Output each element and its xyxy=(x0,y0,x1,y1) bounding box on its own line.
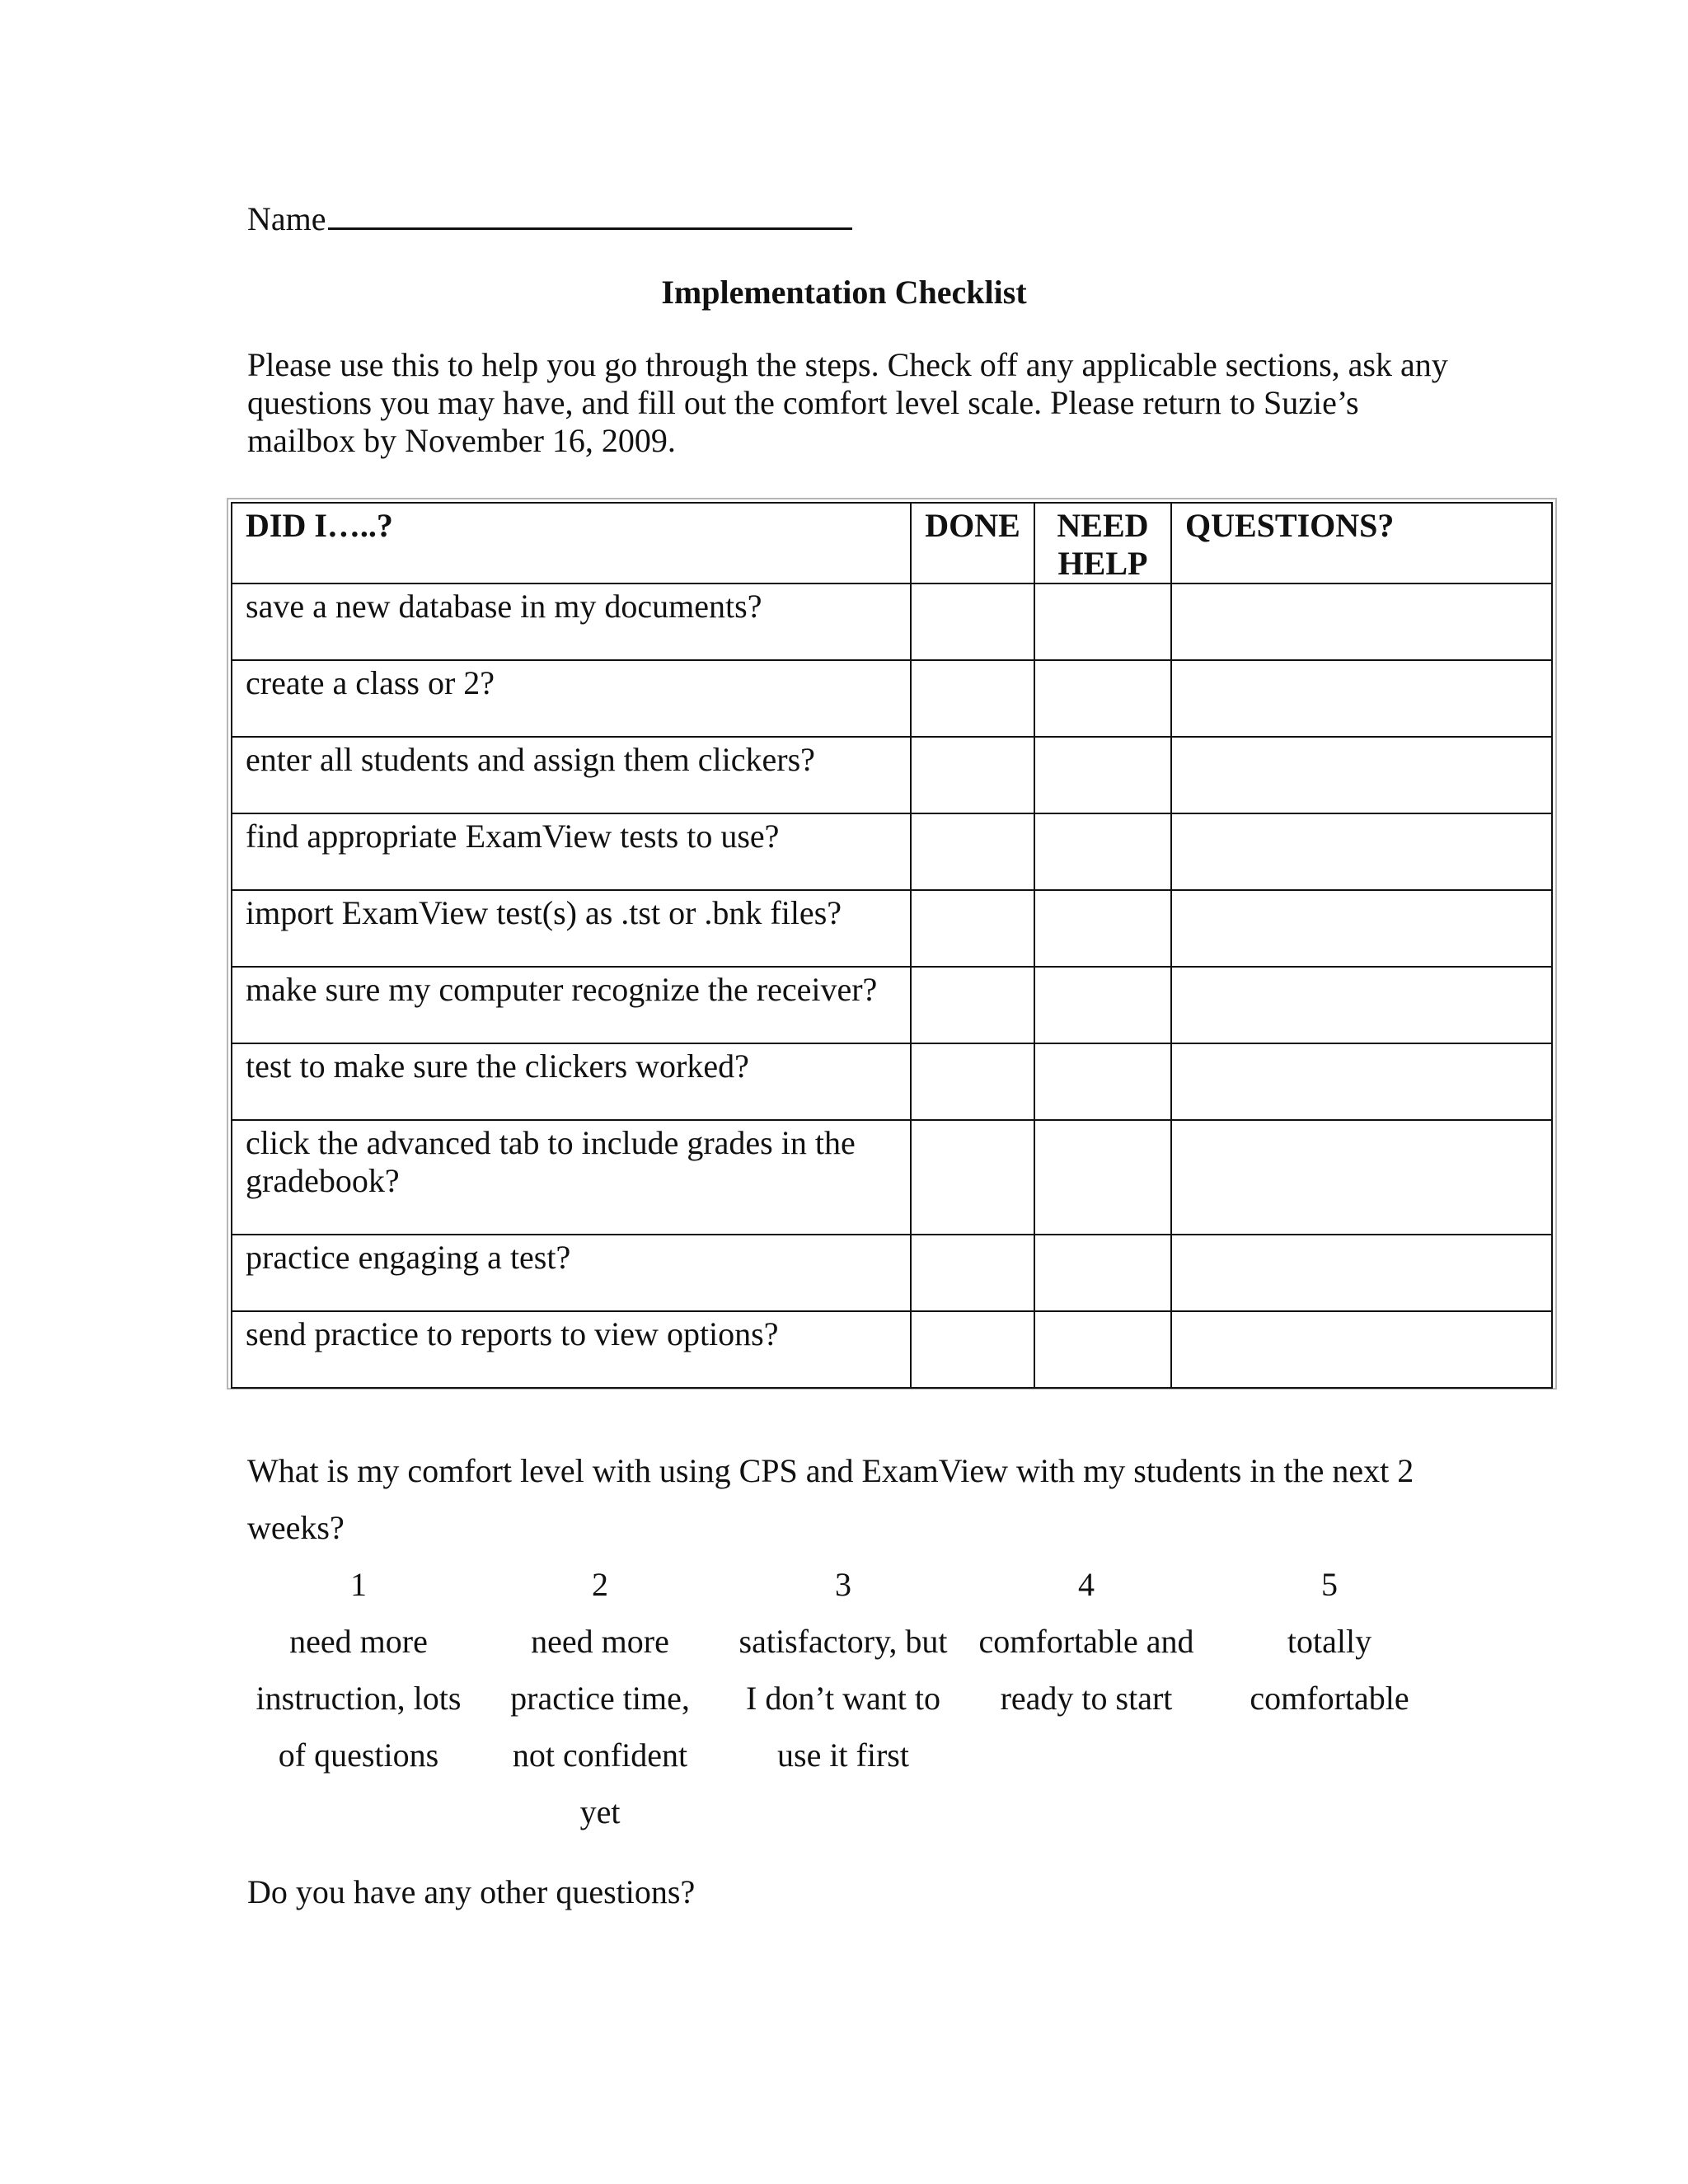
checklist-row xyxy=(232,890,1552,967)
questions-cell[interactable] xyxy=(1171,890,1552,967)
checklist-row xyxy=(232,1120,1552,1235)
questions-cell[interactable] xyxy=(1171,1235,1552,1311)
questions-cell[interactable] xyxy=(1171,737,1552,813)
scale-option-1[interactable] xyxy=(247,1556,470,1783)
done-cell[interactable] xyxy=(911,737,1034,813)
need-help-cell[interactable] xyxy=(1034,737,1171,813)
need-help-cell[interactable] xyxy=(1034,890,1171,967)
scale-label: need more practice time, not confident yet xyxy=(510,1623,690,1830)
name-blank-line[interactable] xyxy=(328,194,852,230)
comfort-scale xyxy=(247,1556,1451,1830)
need-help-cell[interactable] xyxy=(1034,967,1171,1043)
checklist-task: click the advanced tab to include grades in the gradebook? xyxy=(232,1120,911,1235)
checklist-task: test to make sure the clickers worked? xyxy=(232,1043,911,1120)
questions-cell[interactable] xyxy=(1171,813,1552,890)
checklist-task: enter all students and assign them clickers? xyxy=(232,737,911,813)
scale-number: 3 xyxy=(835,1566,851,1603)
scale-option-5[interactable] xyxy=(1218,1556,1441,1727)
page-title: Implementation Checklist xyxy=(661,274,1027,311)
scale-label: comfortable and ready to start xyxy=(978,1623,1194,1717)
intro-paragraph: Please use this to help you go through the steps. Check off any applicable sections, ask any questions you may have, and fill out the comfort level scale. Please return to Suzie’s mailbox by November 16, 2009. xyxy=(247,346,1448,459)
done-cell[interactable] xyxy=(911,1043,1034,1120)
questions-cell[interactable] xyxy=(1171,660,1552,737)
checklist-table xyxy=(231,502,1553,1389)
checklist-row xyxy=(232,1043,1552,1120)
scale-number: 1 xyxy=(350,1566,367,1603)
done-cell[interactable] xyxy=(911,583,1034,660)
column-header-questions: QUESTIONS? xyxy=(1171,503,1552,583)
scale-option-4[interactable] xyxy=(975,1556,1198,1727)
need-help-cell[interactable] xyxy=(1034,660,1171,737)
checklist-task: create a class or 2? xyxy=(232,660,911,737)
need-help-cell[interactable] xyxy=(1034,813,1171,890)
done-cell[interactable] xyxy=(911,813,1034,890)
done-cell[interactable] xyxy=(911,1120,1034,1235)
scale-number: 5 xyxy=(1321,1566,1338,1603)
checklist-row xyxy=(232,1235,1552,1311)
done-cell[interactable] xyxy=(911,890,1034,967)
need-help-cell[interactable] xyxy=(1034,1043,1171,1120)
checklist-row xyxy=(232,660,1552,737)
name-field-line xyxy=(247,194,852,242)
column-header-need-help: NEED HELP xyxy=(1034,503,1171,583)
need-help-cell[interactable] xyxy=(1034,1311,1171,1388)
checklist-task: send practice to reports to view options? xyxy=(232,1311,911,1388)
checklist-row xyxy=(232,583,1552,660)
scale-option-2[interactable] xyxy=(489,1556,711,1840)
scale-number: 4 xyxy=(1078,1566,1095,1603)
checklist-task: save a new database in my documents? xyxy=(232,583,911,660)
checklist-task: practice engaging a test? xyxy=(232,1235,911,1311)
scale-label: satisfactory, but I don’t want to use it first xyxy=(738,1623,948,1774)
questions-cell[interactable] xyxy=(1171,1120,1552,1235)
checklist-row xyxy=(232,1311,1552,1388)
checklist-header-row xyxy=(232,503,1552,583)
scale-label: need more instruction, lots of questions xyxy=(256,1623,462,1774)
column-header-done: DONE xyxy=(911,503,1034,583)
checklist-task: make sure my computer recognize the receiver? xyxy=(232,967,911,1043)
scale-number: 2 xyxy=(592,1566,608,1603)
questions-cell[interactable] xyxy=(1171,1043,1552,1120)
done-cell[interactable] xyxy=(911,660,1034,737)
scale-option-3[interactable] xyxy=(732,1556,954,1783)
need-help-cell[interactable] xyxy=(1034,1120,1171,1235)
need-help-cell[interactable] xyxy=(1034,1235,1171,1311)
need-help-cell[interactable] xyxy=(1034,583,1171,660)
done-cell[interactable] xyxy=(911,967,1034,1043)
name-label: Name xyxy=(247,200,326,237)
done-cell[interactable] xyxy=(911,1311,1034,1388)
column-header-task: DID I…..? xyxy=(232,503,911,583)
checklist-row xyxy=(232,813,1552,890)
checklist-task: import ExamView test(s) as .tst or .bnk files? xyxy=(232,890,911,967)
checklist-task: find appropriate ExamView tests to use? xyxy=(232,813,911,890)
done-cell[interactable] xyxy=(911,1235,1034,1311)
questions-cell[interactable] xyxy=(1171,967,1552,1043)
questions-cell[interactable] xyxy=(1171,1311,1552,1388)
checklist-row xyxy=(232,737,1552,813)
questions-cell[interactable] xyxy=(1171,583,1552,660)
scale-label: totally comfortable xyxy=(1250,1623,1409,1717)
checklist-table-frame xyxy=(227,498,1557,1390)
other-questions-prompt: Do you have any other questions? xyxy=(247,1873,696,1910)
checklist-row xyxy=(232,967,1552,1043)
comfort-question: What is my comfort level with using CPS and ExamView with my students in the next 2 weeks? xyxy=(247,1452,1414,1546)
